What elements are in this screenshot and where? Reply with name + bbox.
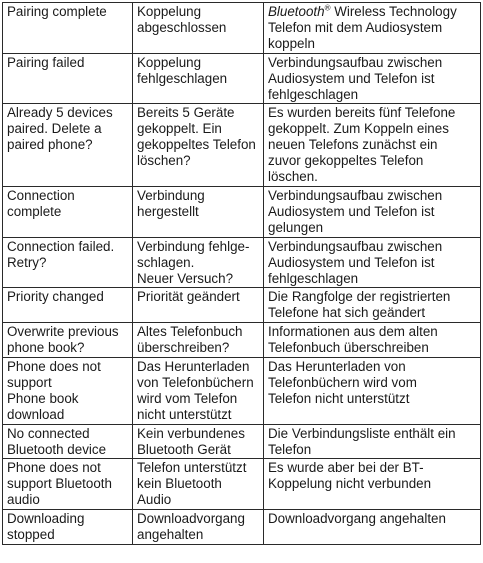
- description-cell: Downloadvorgang angehalten: [264, 510, 481, 545]
- german-cell: Das Herunterladen von Telefonbüchern wird vom Telefon nicht unterstützt: [133, 358, 264, 425]
- description-cell: Informationen aus dem alten Telefonbuch überschreiben: [264, 323, 481, 358]
- message-cell: Connection complete: [3, 186, 133, 237]
- description-cell: Die Verbindungsliste enthält ein Telefon: [264, 424, 481, 459]
- table-row: [3, 186, 481, 237]
- message-cell: Phone does not support Phone book download: [3, 358, 133, 425]
- bluetooth-term: Bluetooth: [268, 4, 325, 19]
- table-row: [3, 3, 481, 54]
- message-cell: Pairing complete: [3, 3, 133, 54]
- german-cell: Priorität geändert: [133, 288, 264, 323]
- description-cell: Verbindungsaufbau zwischen Audiosystem und Telefon ist fehlgeschlagen: [264, 53, 481, 104]
- message-table: [2, 2, 481, 545]
- german-cell: Koppelung fehlgeschlagen: [133, 53, 264, 104]
- table-row: [3, 323, 481, 358]
- message-cell: No connected Bluetooth device: [3, 424, 133, 459]
- message-cell: Overwrite previous phone book?: [3, 323, 133, 358]
- table-row: [3, 53, 481, 104]
- description-cell: Das Herunterladen von Telefonbüchern wird vom Telefon nicht unterstützt: [264, 358, 481, 425]
- german-cell: Telefon unterstützt kein Bluetooth Audio: [133, 459, 264, 510]
- message-cell: Priority changed: [3, 288, 133, 323]
- table-row: [3, 358, 481, 425]
- german-cell: Downloadvorgang angehalten: [133, 510, 264, 545]
- table-row: [3, 424, 481, 459]
- table-row: [3, 459, 481, 510]
- description-cell: Bluetooth® Wireless Technology Telefon mit dem Audiosystem koppeln: [264, 3, 481, 54]
- description-cell: Verbindungsaufbau zwischen Audiosystem und Telefon ist fehlgeschlagen: [264, 237, 481, 288]
- german-cell: Verbindung fehlge- schlagen. Neuer Versuch?: [133, 237, 264, 288]
- german-cell: Bereits 5 Geräte gekoppelt. Ein gekoppeltes Telefon löschen?: [133, 104, 264, 187]
- description-cell: Die Rangfolge der registrierten Telefone hat sich geändert: [264, 288, 481, 323]
- description-cell: Es wurde aber bei der BT- Koppelung nicht verbunden: [264, 459, 481, 510]
- table-row: [3, 510, 481, 545]
- registered-mark: ®: [324, 3, 331, 13]
- message-cell: Pairing failed: [3, 53, 133, 104]
- german-cell: Koppelung abgeschlossen: [133, 3, 264, 54]
- message-cell: Already 5 devices paired. Delete a paired phone?: [3, 104, 133, 187]
- german-cell: Verbindung hergestellt: [133, 186, 264, 237]
- table-row: [3, 237, 481, 288]
- message-cell: Phone does not support Bluetooth audio: [3, 459, 133, 510]
- table-row: [3, 288, 481, 323]
- description-cell: Es wurden bereits fünf Telefone gekoppelt. Zum Koppeln eines neuen Telefons zunächst ein zuvor gekoppeltes Telefon löschen.: [264, 104, 481, 187]
- description-cell: Verbindungsaufbau zwischen Audiosystem und Telefon ist gelungen: [264, 186, 481, 237]
- german-cell: Altes Telefonbuch überschreiben?: [133, 323, 264, 358]
- german-cell: Kein verbundenes Bluetooth Gerät: [133, 424, 264, 459]
- message-cell: Downloading stopped: [3, 510, 133, 545]
- table-row: [3, 104, 481, 187]
- message-cell: Connection failed. Retry?: [3, 237, 133, 288]
